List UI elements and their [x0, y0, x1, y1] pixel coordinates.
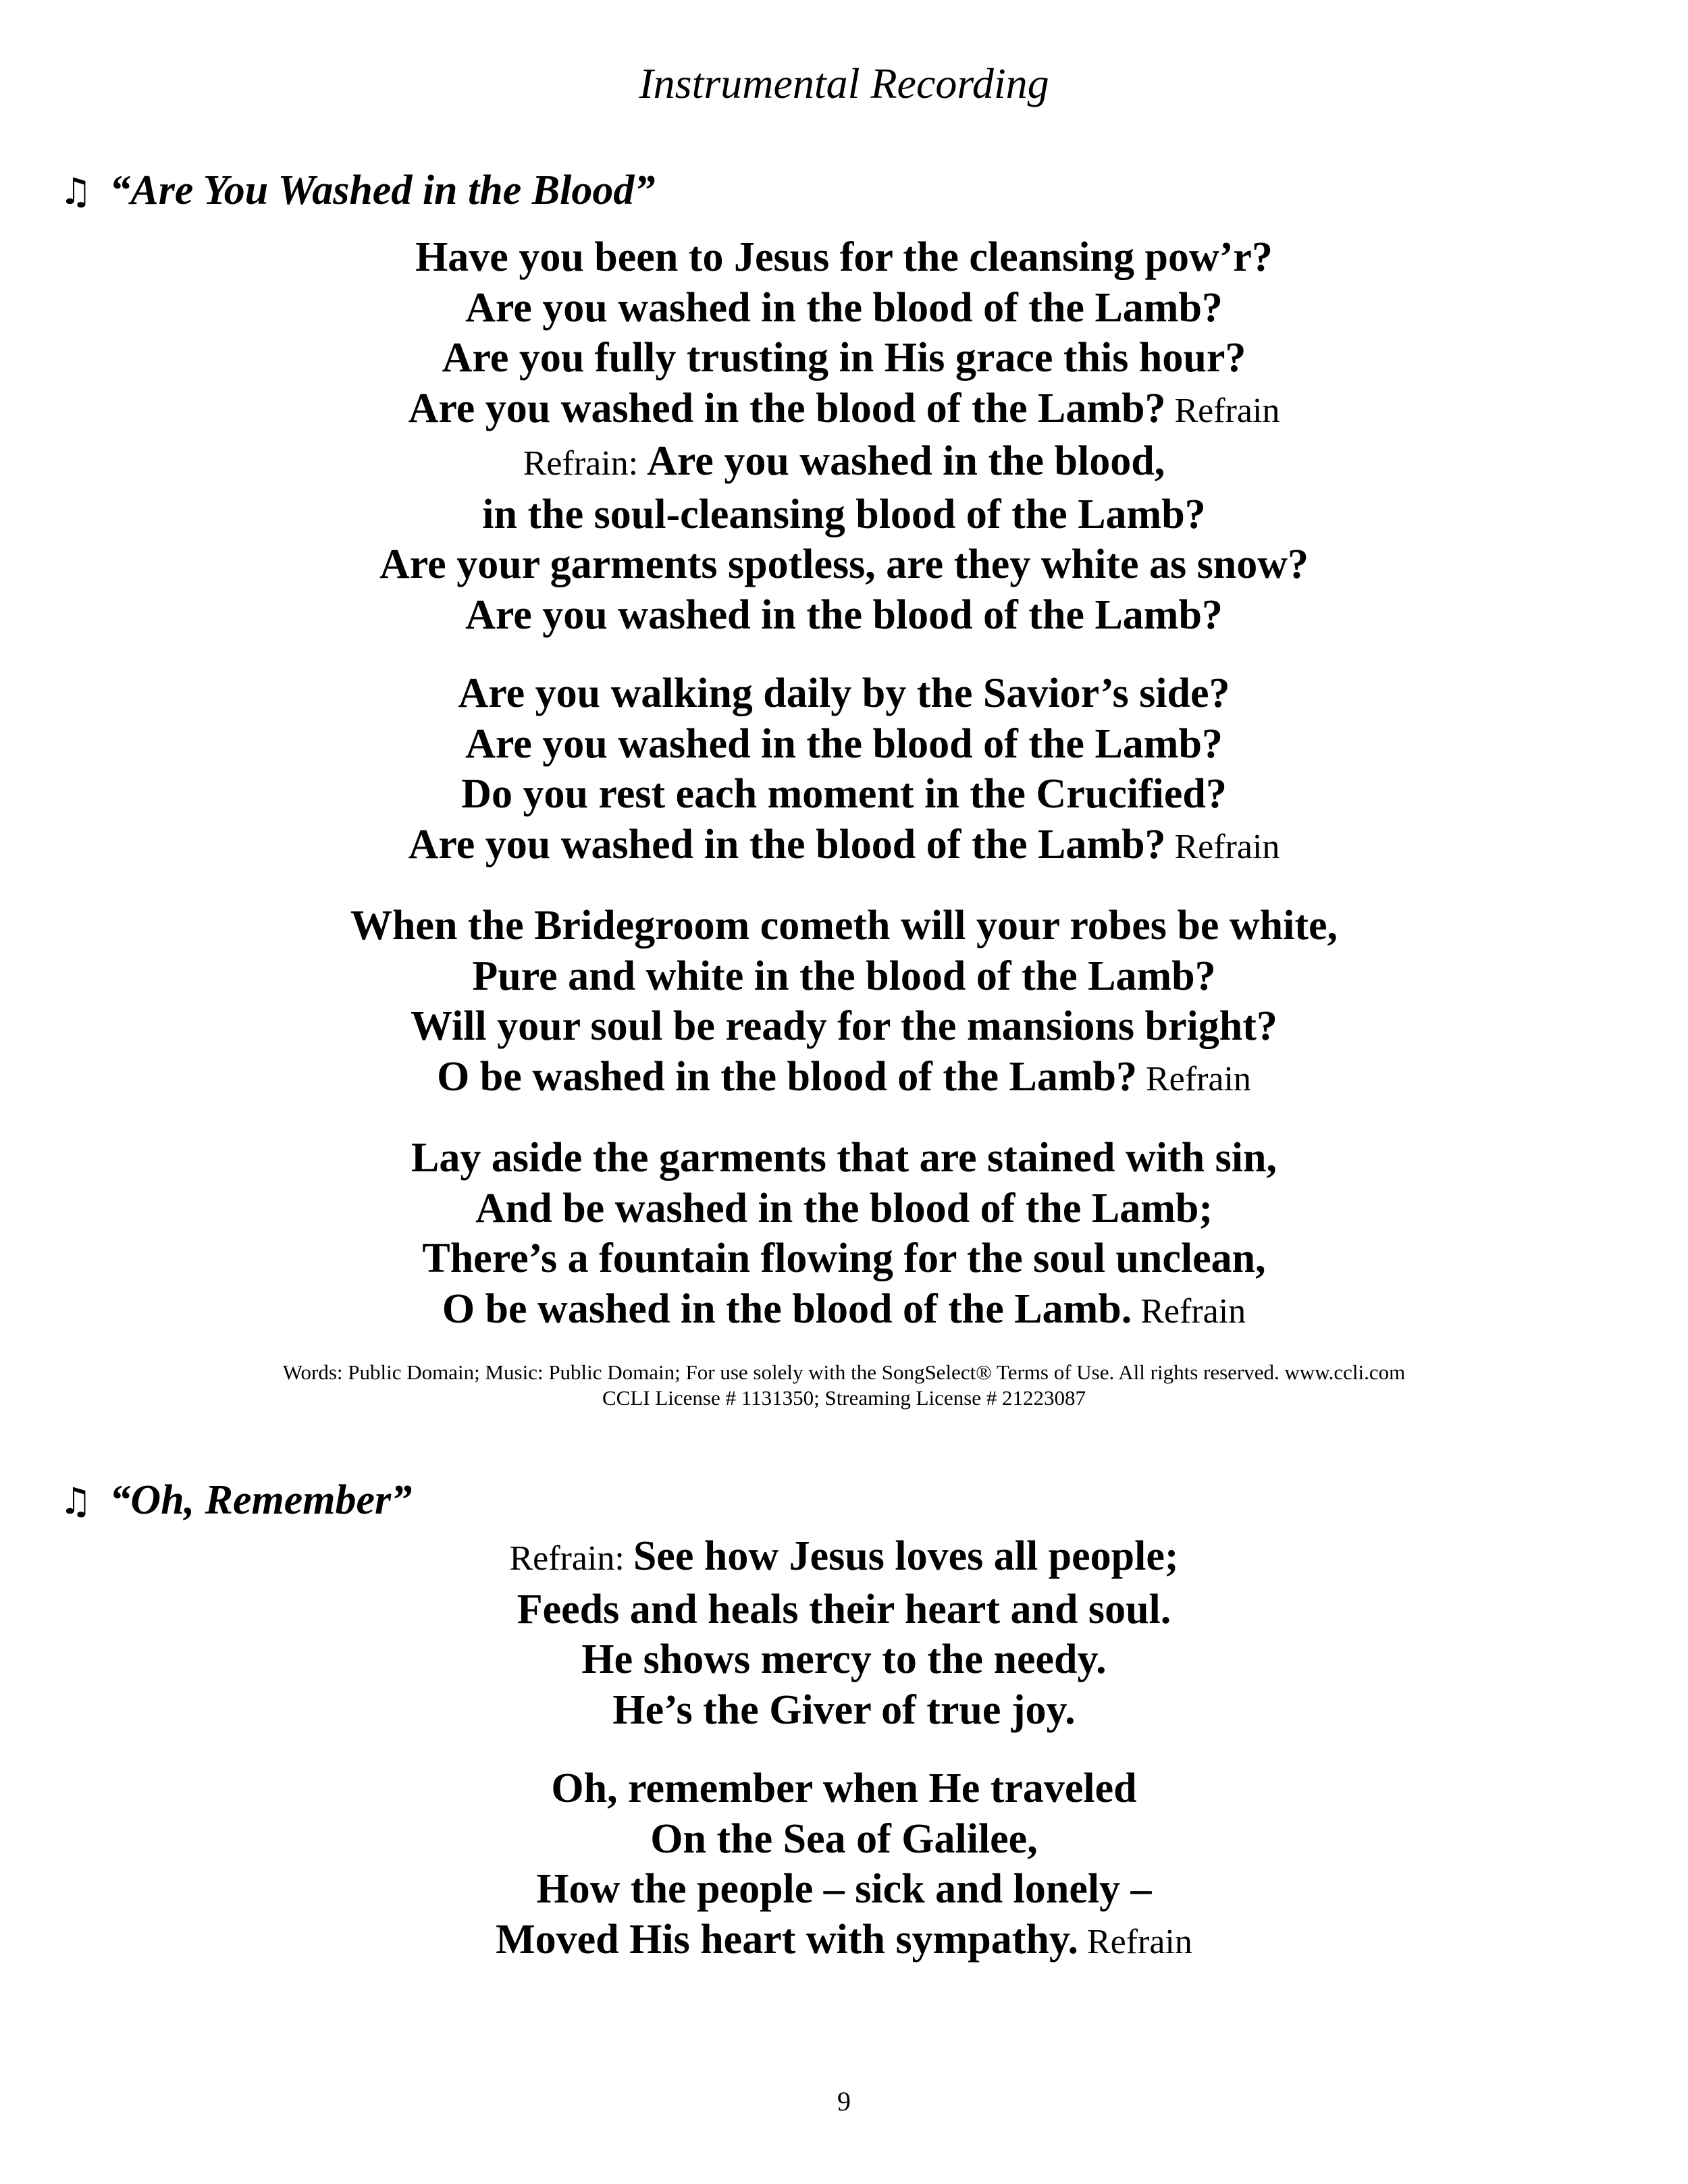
lyric-line — [0, 769, 1688, 820]
credit-line: Words: Public Domain; Music: Public Domain; For use solely with the SongSelect® Terms of Use. All rights reserved. www.ccli.com — [282, 1360, 1406, 1384]
refrain-label: Refrain: — [523, 444, 648, 483]
lyric-text: in the soul-cleansing blood of the Lamb? — [482, 491, 1206, 537]
lyric-line — [0, 333, 1688, 383]
stanza — [0, 1531, 1688, 1735]
lyric-text: Are you washed in the blood of the Lamb? — [465, 284, 1223, 331]
lyric-line — [0, 719, 1688, 770]
lyric-text: Are you washed in the blood of the Lamb? — [408, 821, 1166, 868]
lyric-text: O be washed in the blood of the Lamb. — [442, 1285, 1132, 1332]
lyric-text: Moved His heart with sympathy. — [496, 1916, 1078, 1963]
refrain-label: Refrain: — [509, 1539, 633, 1578]
lyric-text: Are you washed in the blood of the Lamb? — [465, 591, 1223, 638]
lyric-line — [0, 489, 1688, 540]
lyric-text: Feeds and heals their heart and soul. — [517, 1586, 1171, 1632]
lyric-text: Are you washed in the blood of the Lamb? — [408, 385, 1166, 431]
lyric-text: Are you fully trusting in His grace this hour? — [442, 335, 1246, 381]
refrain-marker: Refrain — [1165, 391, 1280, 430]
page-heading: Instrumental Recording — [639, 59, 1049, 107]
lyric-line — [0, 1584, 1688, 1635]
song-title-text: “Are You Washed in the Blood” — [109, 167, 656, 213]
music-note-icon: ♫ — [59, 170, 93, 213]
lyric-text: Are you washed in the blood of the Lamb? — [465, 720, 1223, 767]
lyric-line — [0, 1763, 1688, 1814]
lyric-line — [0, 383, 1688, 437]
lyric-text: There’s a fountain flowing for the soul unclean, — [422, 1235, 1266, 1281]
lyric-line — [0, 901, 1688, 951]
lyric-text: On the Sea of Galilee, — [650, 1815, 1038, 1862]
lyric-text: When the Bridegroom cometh will your robes be white, — [350, 903, 1338, 949]
stanza — [0, 1133, 1688, 1337]
lyric-text: Do you rest each moment in the Crucified? — [461, 771, 1227, 817]
lyric-text: He’s the Giver of true joy. — [612, 1686, 1076, 1733]
lyric-line — [0, 1634, 1688, 1685]
lyric-line — [0, 283, 1688, 334]
song-lyrics — [0, 1531, 1688, 1996]
song-title — [59, 163, 655, 219]
lyric-line — [0, 1814, 1688, 1865]
lyric-line — [0, 820, 1688, 873]
lyric-text: Pure and white in the blood of the Lamb? — [472, 953, 1216, 999]
lyric-text: See how Jesus loves all people; — [633, 1533, 1179, 1579]
lyric-text: How the people – sick and lonely – — [536, 1866, 1152, 1912]
lyric-line — [0, 1001, 1688, 1052]
lyric-line — [0, 1915, 1688, 1968]
lyric-line — [0, 1052, 1688, 1105]
lyric-text: Are your garments spotless, are they white as snow? — [379, 541, 1309, 587]
lyric-line — [0, 1531, 1688, 1584]
lyric-text: He shows mercy to the needy. — [581, 1636, 1107, 1682]
lyric-line — [0, 232, 1688, 283]
song-lyrics — [0, 232, 1688, 1411]
stanza — [0, 901, 1688, 1104]
song-title — [59, 1473, 412, 1528]
stanza — [0, 232, 1688, 640]
lyric-line — [0, 1133, 1688, 1183]
lyric-line — [0, 1183, 1688, 1234]
lyric-text: O be washed in the blood of the Lamb? — [437, 1053, 1137, 1100]
lyric-text: Oh, remember when He traveled — [551, 1765, 1137, 1811]
lyric-text: Are you washed in the blood, — [647, 438, 1165, 484]
lyric-line — [0, 590, 1688, 641]
stanza — [0, 668, 1688, 872]
refrain-marker: Refrain — [1078, 1922, 1192, 1961]
lyric-line — [0, 1284, 1688, 1337]
lyric-text: Will your soul be ready for the mansions bright? — [411, 1003, 1277, 1049]
lyric-line — [0, 1233, 1688, 1284]
lyric-text: Have you been to Jesus for the cleansing pow’r? — [415, 234, 1273, 280]
lyric-line — [0, 436, 1688, 489]
stanza — [0, 1763, 1688, 1967]
page-number: 9 — [837, 2086, 851, 2116]
song-title-text: “Oh, Remember” — [109, 1477, 413, 1523]
lyric-line — [0, 668, 1688, 719]
lyric-line — [0, 951, 1688, 1002]
lyric-text: Lay aside the garments that are stained with sin, — [411, 1135, 1277, 1181]
refrain-marker: Refrain — [1165, 827, 1280, 866]
music-note-icon: ♫ — [59, 1480, 93, 1522]
lyric-line — [0, 1685, 1688, 1736]
lyric-text: And be washed in the blood of the Lamb; — [475, 1185, 1213, 1231]
credit-line: CCLI License # 1131350; Streaming License # 21223087 — [602, 1386, 1086, 1410]
refrain-marker: Refrain — [1137, 1059, 1251, 1098]
copyright-credits — [0, 1360, 1688, 1411]
lyric-line — [0, 539, 1688, 590]
lyric-text: Are you walking daily by the Savior’s side? — [458, 670, 1230, 716]
lyric-line — [0, 1864, 1688, 1915]
refrain-marker: Refrain — [1132, 1291, 1246, 1331]
